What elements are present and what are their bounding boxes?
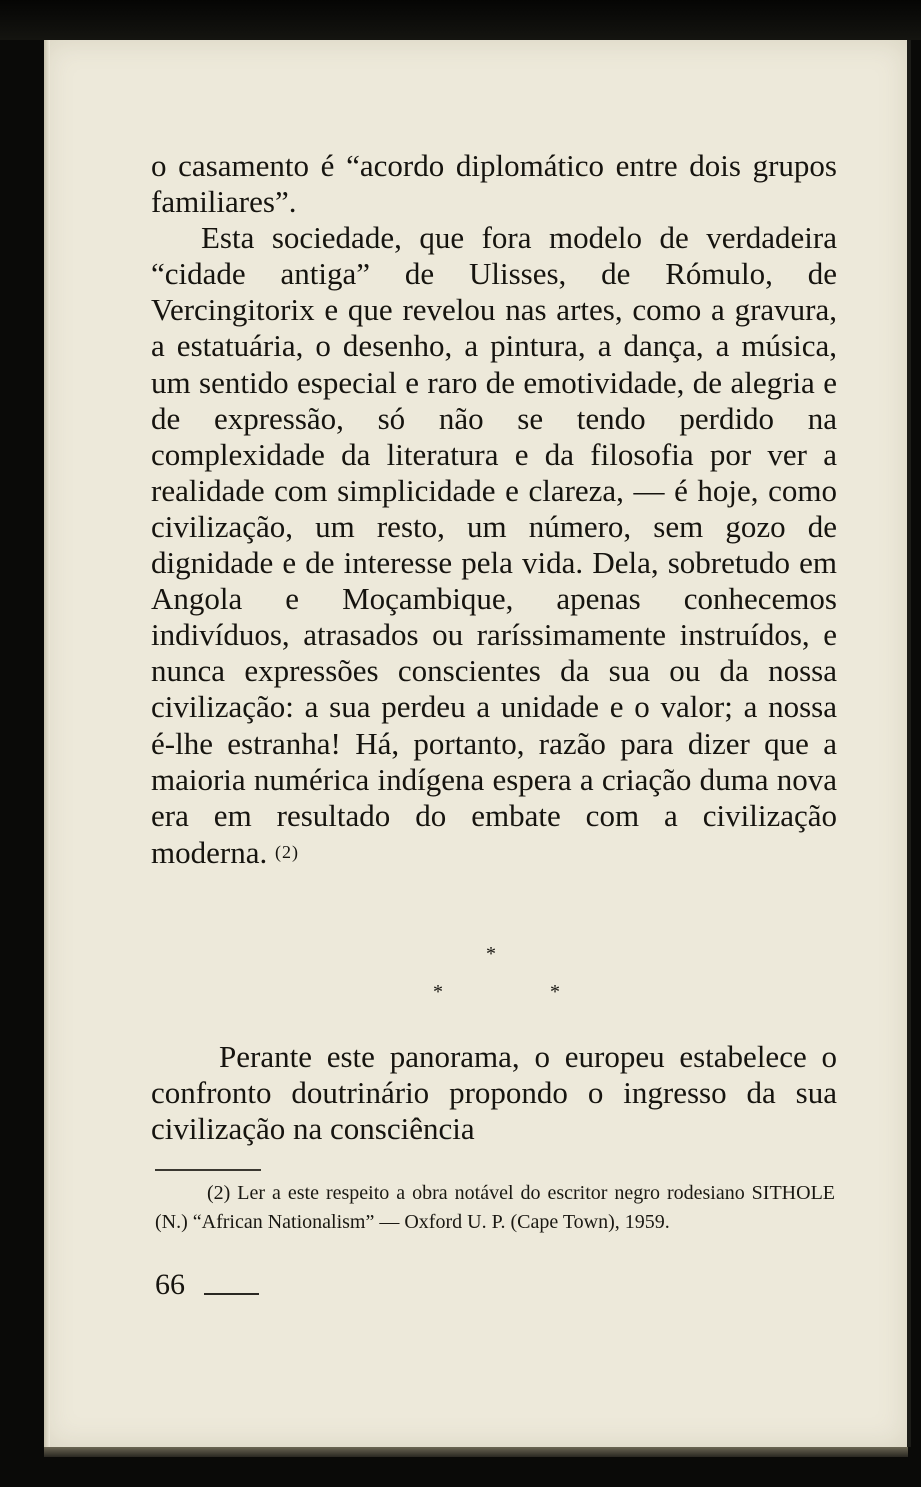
footnote-rule <box>155 1169 261 1171</box>
asterisk: * <box>433 981 443 1003</box>
asterisk: * <box>550 981 560 1003</box>
page-gutter-shadow <box>44 40 50 1447</box>
paragraph-2-text: Esta sociedade, que fora modelo de verdadeira “cidade antiga” de Ulisses, de Rómulo, de Vercingitorix e que revelou nas artes, como a gravura, a estatuária, o desenho, a pintura, a dança, a música, um sentido especial e raro de emotividade, de alegria e de expressão, só não se tendo perdido na complexidade da literatura e da filosofia por ver a realidade com simplicidade e clareza, — é hoje, como civilização, um resto, um número, sem gozo de dignidade e de interesse pela vida. Dela, sobretudo em Angola e Moçambique, apenas conhecemos indivíduos, atrasados ou raríssimamente instruídos, e nunca expressões conscientes da sua ou da nossa civilização: a sua perdeu a unidade e o valor; a nossa é-lhe estranha! Há, portanto, razão para dizer que a maioria numérica indígena espera a criação duma nova era em resultado do embate com a civilização moderna. <box>151 220 837 870</box>
footnote-reference: (2) <box>274 841 299 862</box>
page-number-dash <box>204 1293 259 1295</box>
page-right-edge <box>907 40 911 1447</box>
footnote <box>155 1179 835 1237</box>
section-break <box>430 943 570 1013</box>
main-text-continued <box>151 1039 837 1147</box>
scan-top-border <box>0 0 921 40</box>
page-number: 66 <box>155 1268 185 1301</box>
paragraph-3: Perante este panorama, o europeu estabelece o confronto doutrinário propondo o ingresso da sua civilização na consciência <box>151 1039 837 1147</box>
paragraph-1: o casamento é “acordo diplomático entre dois grupos familiares”. <box>151 148 837 220</box>
scan-bottom-border <box>44 1447 908 1457</box>
main-text <box>151 148 837 871</box>
asterisk: * <box>486 943 496 965</box>
paragraph-2 <box>151 220 837 871</box>
footnote-text: (2) Ler a este respeito a obra notável do escritor negro rodesiano SITHOLE (N.) “African Nationalism” — Oxford U. P. (Cape Town), 1959. <box>155 1182 835 1233</box>
